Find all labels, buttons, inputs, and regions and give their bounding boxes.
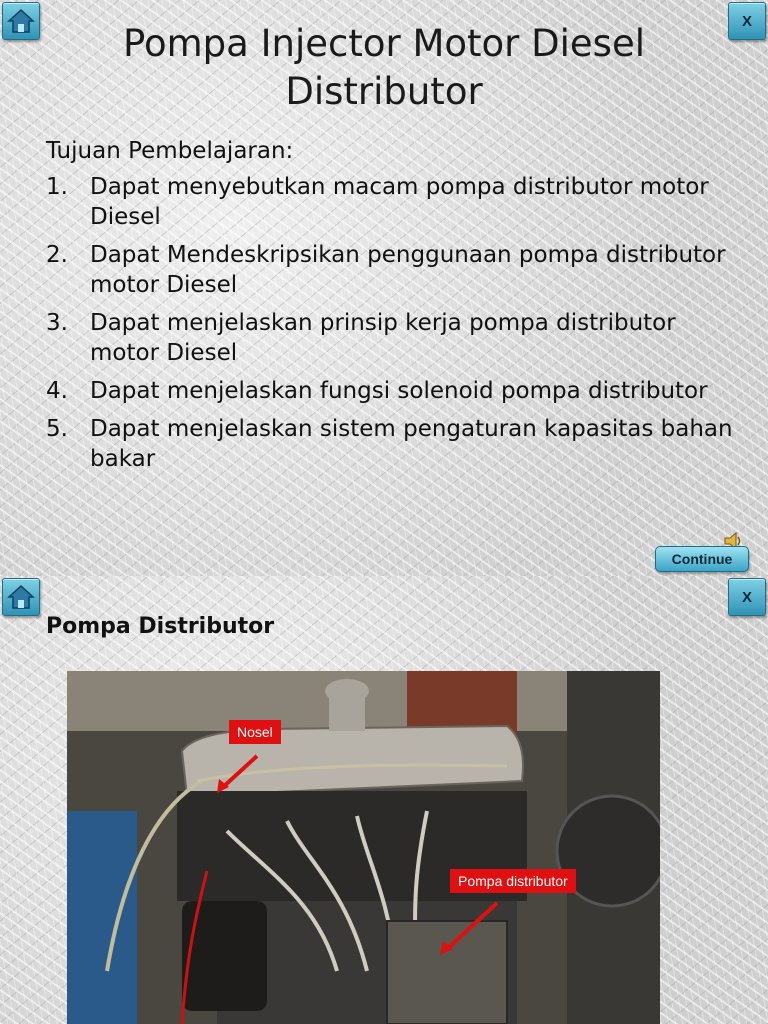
close-button[interactable]: X <box>728 578 766 616</box>
slide-pompa-distributor <box>0 576 768 1024</box>
nosel-label: Nosel <box>229 720 281 744</box>
home-button[interactable] <box>2 2 40 40</box>
slide-title: Pompa Injector Motor Diesel Distributor <box>123 22 645 113</box>
continue-button[interactable]: Continue <box>655 546 749 572</box>
list-item: 3. Dapat menjelaskan prinsip kerja pompa distributor motor Diesel <box>46 310 676 366</box>
engine-illustration <box>67 671 660 1024</box>
list-item: 4. Dapat menjelaskan fungsi solenoid pompa distributor <box>46 378 708 404</box>
list-item: 2. Dapat Mendeskripsikan penggunaan pompa distributor motor Diesel <box>46 242 726 298</box>
home-button[interactable] <box>2 578 40 616</box>
list-item: 1. Dapat menyebutkan macam pompa distributor motor Diesel <box>46 174 709 230</box>
engine-photo <box>67 671 660 1024</box>
home-icon <box>7 8 35 34</box>
pompa-distributor-label: Pompa distributor <box>450 869 576 893</box>
close-button[interactable]: X <box>728 2 766 40</box>
section-heading: Pompa Distributor <box>46 614 275 639</box>
objectives-heading: Tujuan Pembelajaran: <box>46 138 294 164</box>
objectives-list <box>46 172 736 482</box>
home-icon <box>7 584 35 610</box>
list-item: 5. Dapat menjelaskan sistem pengaturan kapasitas bahan bakar <box>46 416 733 472</box>
